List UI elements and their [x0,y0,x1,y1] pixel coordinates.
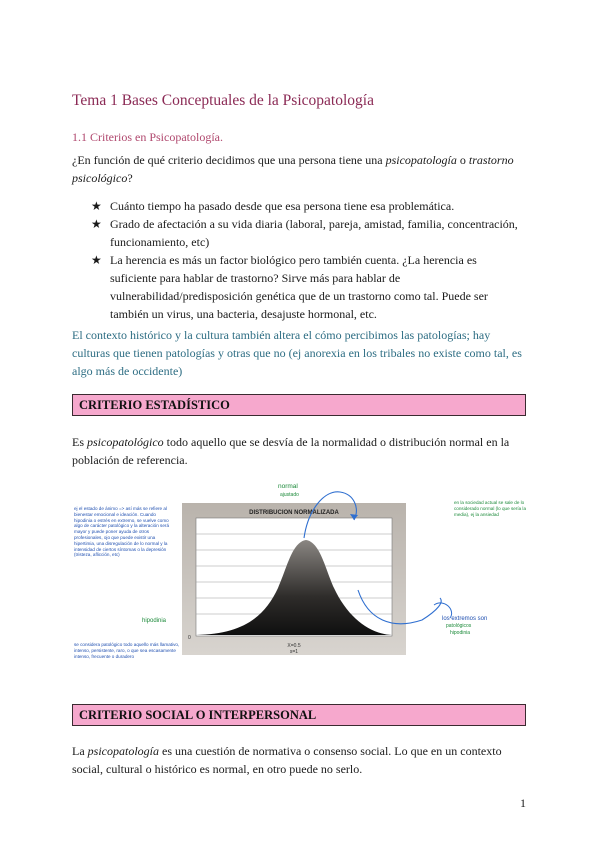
axis-origin-label: 0 [188,635,191,641]
label-extremes-sub1: patológicos [446,623,472,629]
criteria-bullet-list [91,197,526,323]
label-extremes: los extremos son [442,616,488,622]
left-note: ej el estado de ánimo => así más se refiere al bienestar emocional e ideación. Cuando hipodinia o estrés en extremo, se vuelve como algo de carácter patológico y la alteración será mayor y puede poner ayuda de otros profesionales, ojo que puede existir una hipertimia, una disregulación de lo normal y la intensidad de ciertos síntomas o la depresión (tristeza, aflicción, etc) [74,506,169,558]
context-paragraph: El contexto histórico y la cultura también altera el cómo percibimos las patologías; hay culturas que tienen patologías y otras que no (ej anorexia en los tribales no existe como tal, es algo más de occidente) [72,328,522,378]
page-number: 1 [520,796,526,810]
question-paragraph: ¿En función de qué criterio decidimos que una persona tiene una psicopatología o trastorno psicológico? [72,153,514,185]
social-paragraph: La psicopatología es una cuestión de normativa o consenso social. Lo que en un contexto social, cultural o histórico es normal, en otro puede no serlo. [72,744,502,776]
label-hipodinia: hipodinia [142,618,167,624]
chart-title: DISTRIBUCION NORMALIZADA [249,510,339,516]
list-item: ★ Grado de afectación a su vida diaria (laboral, pareja, amistad, familia, concentración, funcionamiento, etc) [91,217,518,249]
label-extremes-sub2: hipodinia [450,630,471,636]
heading-criterio-estadistico: CRITERIO ESTADÍSTICO [72,394,526,416]
sd-label: s=1 [289,649,299,655]
list-item: ★ La herencia es más un factor biológico pero también cuenta. ¿La herencia es suficiente para hablar de trastorno? Sirve más para hablar de vulnerabilidad/predisposición genética que de un trastorno como tal. Puede ser también un virus, una bacteria, desajuste hormonal, etc. [91,253,488,321]
label-normal: normal [278,483,298,490]
right-note: en la sociedad actual se sale de lo considerado normal (lo que sería la media), ej la ansiedad [454,500,526,517]
star-bullet-icon: ★ [91,253,102,267]
distribution-diagram [72,470,528,684]
star-bullet-icon: ★ [91,217,102,231]
estadistico-paragraph: Es psicopatológico todo aquello que se desvía de la normalidad o distribución normal en la población de referencia. [72,435,510,467]
section-heading-criterios: 1.1 Criterios en Psicopatología. [72,130,223,144]
normal-distribution-figure [72,470,528,684]
star-bullet-icon: ★ [91,199,102,213]
list-item: ★ Cuánto tiempo ha pasado desde que esa persona tiene esa problemática. [91,199,455,213]
page-title: Tema 1 Bases Conceptuales de la Psicopatología [72,92,374,109]
bottom-note: se considera patológico todo aquello más llamativo, intenso, persistente, raro, o que sea escasamente intenso, frecuente o duradero [74,642,180,659]
mean-label: X=0.5 [287,643,301,649]
heading-criterio-social: CRITERIO SOCIAL O INTERPERSONAL [72,704,526,726]
label-normal-sub: ajustado [280,492,299,498]
